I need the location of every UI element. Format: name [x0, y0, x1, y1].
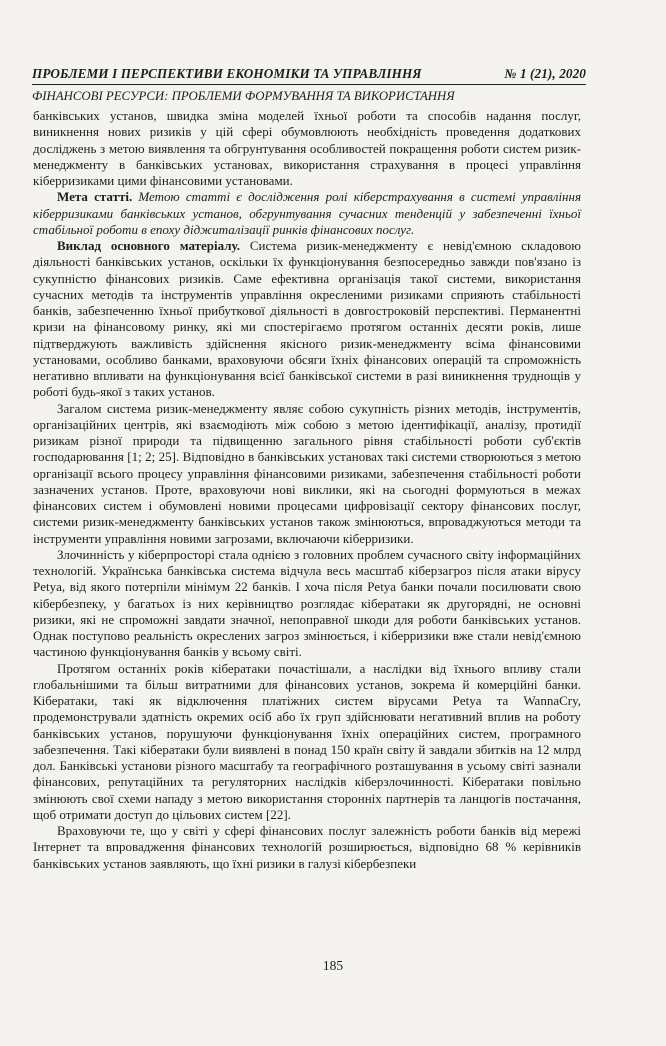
- main-material-label: Виклад основного матеріалу.: [57, 238, 241, 253]
- paragraph-cybercrime: Злочинність у кіберпросторі стала однією з головних проблем сучасного світу інформаційних технологій. Українська банківська система відчула весь масштаб кіберзагроз після атаки вірусу Petya, від якого потерпіли мінімум 22 банків. І хоча після Petya банки почали посилювати свою кібербезпеку, у багатьох із них керівництво розглядає кібератаки як другорядні, не основні ризики, які не спроможні завдати значної, непоправної шкоди для роботи банківських установ. Однак поступово реальність окреслених загроз змінюється, і кіберризики вже стали невід'ємною частиною функціонування банків у всьому світі.: [33, 546, 581, 660]
- running-header: [32, 66, 586, 104]
- paragraph-intro-continued: банківських установ, швидка зміна моделей їхньої роботи та способів надання послуг, виникнення нових ризиків у цій сфері обумовлюють необхідність проведення додаткових досліджень з метою виявлення та обгрунтування особливостей покращення роботи систем ризик-менеджменту в банківських установах, використання страхування в процесі управління кіберризиками цими фінансовими установами.: [33, 108, 581, 188]
- header-top-row: [32, 66, 586, 82]
- page-number: 185: [322, 958, 344, 973]
- section-title: ФІНАНСОВІ РЕСУРСИ: ПРОБЛЕМИ ФОРМУВАННЯ ТА ВИКОРИСТАННЯ: [32, 84, 586, 104]
- paragraph-risk-management-system: Загалом система ризик-менеджменту являє собою сукупність різних методів, інструментів, організаційних центрів, які взаємодіють між собою з метою ідентифікації, аналізу, протидії ризикам різної природи та підвищенню загального рівня стабільності роботи суб'єктів господарювання [1; 2; 25]. Відповідно в банківських установах такі системи створюються з метою організації всього процесу управління фінансовими ризиками, забезпечення стабільності роботи зазначених установ. Проте, враховуючи нові виклики, які на сьогодні формуються в межах фінансових систем і обумовлені новими процесами цифровізації сектору фінансових послуг, системи ризик-менеджменту банківських установ також змінюються, впроваджуються методи та інструменти управління новими загрозами, включаючи кіберризики.: [33, 400, 581, 546]
- article-body: [33, 108, 581, 872]
- paragraph-cyberattacks: Протягом останніх років кібератаки почастішали, а наслідки від їхнього впливу стали глобальнішими та більш витратними для фінансових установ, зокрема й комерційні банки. Кібератаки, такі як відключення платіжних систем вірусами Petya та WannaCry, продемонстрували здатність окремих осіб або їх груп здійснювати негативний вплив на роботу банківських установ, порушуючи функціонування їхніх операційних систем, програмного забезпечення. Такі кібератаки були виявлені в понад 150 країн світу й завдали збитків на 12 млрд дол. Банківські установи різного масштабу та географічного розташування в усьому світі зазнали фінансових, репутаційних та регуляторних наслідків кіберзлочинності. Кібератаки повільно змінюють свої схеми нападу з метою використання сторонніх партнерів та ланцюгів постачання, щоб отримати доступ до цільових систем [22].: [33, 660, 581, 822]
- issue-number: № 1 (21), 2020: [504, 66, 586, 81]
- goal-label: Мета статті.: [57, 189, 133, 205]
- goal-text: Метою статті є дослідження ролі кіберстрахування в системі управління кіберризиками банківських установ, обгрунтування сучасних тенденцій у забезпеченні їхньої стабільної роботи в епоху діджиталізації ринків фінансових послуг.: [33, 189, 581, 237]
- paragraph-article-goal: [33, 189, 581, 238]
- journal-title: ПРОБЛЕМИ І ПЕРСПЕКТИВИ ЕКОНОМІКИ ТА УПРАВЛІННЯ: [32, 66, 422, 81]
- paragraph-internet-dependence: Враховуючи те, що у світі у сфері фінансових послуг залежність роботи банків від мережі Інтернет та впровадження фінансових технологій розширюється, відповідно 68 % керівників банківських установ заявляють, що їхні ризики в галузі кібербезпеки: [33, 823, 581, 871]
- main-material-text: Система ризик-менеджменту є невід'ємною складовою діяльності банківських установ, оскільки їх функціонування безпосередньо завжди пов'язано із сукупністю фінансових ризиків. Саме ефективна організація такої системи, використання сучасних методів та інструментів управління окресленими ризиками сприяють стабільності банків, забезпеченню їхньої прибуткової діяльності в довгостроковій перспективі. Перманентні кризи на фінансовому ринку, які ми спостерігаємо протягом останніх десяти років, лише підтверджують важливість здійснення якісного ризик-менеджменту всіма фінансовими установами, особливо банками, враховуючи обсяги їхніх фінансових операцій та спроможність негативно впливати на функціонування всієї банківської системи в разі виникнення труднощів у роботі будь-якої з таких установ.: [33, 238, 581, 400]
- paragraph-main-material: [33, 238, 581, 401]
